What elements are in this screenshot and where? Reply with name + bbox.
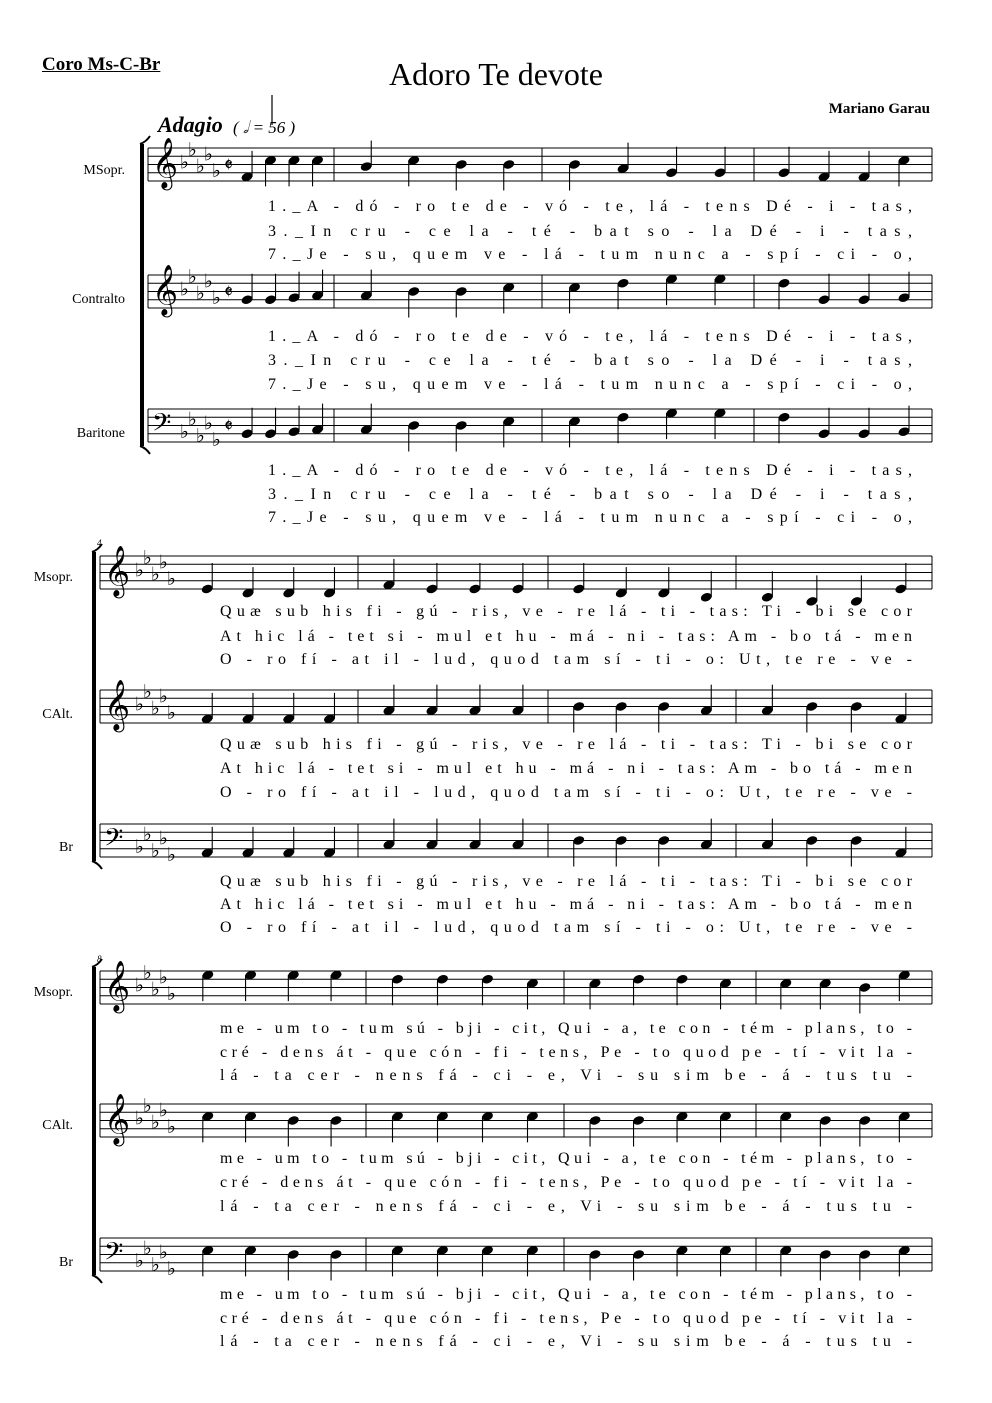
flat-icon: ♭ bbox=[167, 1258, 176, 1280]
flat-icon: ♭ bbox=[151, 1111, 160, 1134]
bar-number: 8 bbox=[97, 954, 102, 964]
bass-clef-icon: 𝄢 bbox=[104, 1237, 124, 1273]
flat-icon: ♭ bbox=[204, 143, 213, 166]
bass-clef-icon: 𝄢 bbox=[152, 408, 172, 444]
flat-icon: ♭ bbox=[159, 551, 168, 574]
flat-icon: ♭ bbox=[159, 1099, 168, 1122]
lyric-line: 1._A - dó - ro te de - vó - te, lá - tens Dé - i - tas, bbox=[268, 198, 913, 215]
bracket-hook bbox=[92, 544, 102, 552]
flat-icon: ♭ bbox=[167, 1115, 176, 1138]
treble-clef-icon: 𝄞 bbox=[152, 137, 179, 189]
lyric-line: cré - dens át - que cón - fi - tens, Pe - to quod pe - tí - vit la - bbox=[220, 1044, 913, 1061]
cut-time-icon: 𝄵 bbox=[224, 413, 233, 438]
flat-icon: ♭ bbox=[143, 1237, 152, 1260]
flat-icon: ♭ bbox=[188, 139, 197, 162]
bracket-hook bbox=[140, 136, 150, 144]
flat-icon: ♭ bbox=[151, 1253, 160, 1276]
flat-icon: ♭ bbox=[151, 697, 160, 720]
metronome-marking: ( 𝅗𝅥 = 56 ) bbox=[233, 118, 296, 137]
staff-label-calt: CAlt. bbox=[42, 707, 73, 722]
flat-icon: ♭ bbox=[204, 270, 213, 293]
flat-icon: ♭ bbox=[159, 685, 168, 708]
flat-icon: ♭ bbox=[196, 282, 205, 305]
lyric-line: At hic lá - tet si - mul et hu - má - ni - tas: Am - bo tá - men bbox=[220, 760, 912, 777]
lyric-line: Quæ sub his fi - gú - ris, ve - re lá - ti - tas: Ti - bi se cor bbox=[220, 873, 913, 890]
flat-icon: ♭ bbox=[159, 827, 168, 850]
lyric-line: 1._A - dó - ro te de - vó - te, lá - tens Dé - i - tas, bbox=[268, 328, 913, 345]
lyric-line: 7._Je - su, quem ve - lá - tum nunc a - spí - ci - o, bbox=[268, 376, 912, 393]
lyric-line: 7._Je - su, quem ve - lá - tum nunc a - spí - ci - o, bbox=[268, 246, 912, 263]
bracket-hook bbox=[92, 1275, 102, 1283]
flat-icon: ♭ bbox=[180, 278, 189, 301]
lyric-line: lá - ta cer - nens fá - ci - e, Vi - su sim be - á - tus tu - bbox=[220, 1067, 913, 1084]
lyric-line: me - um to - tum sú - bji - cit, Qui - a, te con - tém - plans, to - bbox=[220, 1286, 913, 1303]
lyric-line: At hic lá - tet si - mul et hu - má - ni - tas: Am - bo tá - men bbox=[220, 628, 912, 645]
staff-label-msopr: Msopr. bbox=[33, 570, 73, 585]
lyric-line: O - ro fí - at il - lud, quod tam sí - ti - o: Ut, te re - ve - bbox=[220, 919, 913, 936]
treble-clef-icon: 𝄞 bbox=[152, 264, 179, 316]
bracket-hook bbox=[140, 446, 150, 454]
lyric-line: 3._In cru - ce la - té - bat so - la Dé - i - tas, bbox=[268, 486, 912, 503]
flat-icon: ♭ bbox=[135, 1107, 144, 1130]
flat-icon: ♭ bbox=[159, 966, 168, 989]
flat-icon: ♭ bbox=[135, 693, 144, 716]
flat-icon: ♭ bbox=[135, 1249, 144, 1272]
staff-label-msopr: MSopr. bbox=[83, 163, 125, 178]
staff-label-br: Br bbox=[59, 840, 73, 855]
flat-icon: ♭ bbox=[151, 563, 160, 586]
flat-icon: ♭ bbox=[143, 823, 152, 846]
flat-icon: ♭ bbox=[135, 835, 144, 858]
bracket-hook bbox=[92, 861, 102, 869]
flat-icon: ♭ bbox=[135, 974, 144, 997]
composer-name: Mariano Garau bbox=[828, 101, 930, 117]
flat-icon: ♭ bbox=[151, 839, 160, 862]
flat-icon: ♭ bbox=[135, 559, 144, 582]
cut-time-icon: 𝄵 bbox=[224, 279, 233, 304]
lyric-line: me - um to - tum sú - bji - cit, Qui - a, te con - tém - plans, to - bbox=[220, 1020, 913, 1037]
bar-number: 4 bbox=[97, 538, 102, 548]
flat-icon: ♭ bbox=[196, 424, 205, 447]
flat-icon: ♭ bbox=[143, 1095, 152, 1118]
lyric-line: 1._A - dó - ro te de - vó - te, lá - tens Dé - i - tas, bbox=[268, 462, 913, 479]
staff-label-calt: CAlt. bbox=[42, 1118, 73, 1133]
flat-icon: ♭ bbox=[212, 286, 221, 309]
staff-label-br: Br bbox=[59, 1255, 73, 1270]
bass-clef-icon: 𝄢 bbox=[104, 823, 124, 859]
ensemble-label: Coro Ms-C-Br bbox=[42, 54, 161, 75]
flat-icon: ♭ bbox=[212, 429, 221, 451]
treble-clef-icon: 𝄞 bbox=[104, 960, 131, 1012]
flat-icon: ♭ bbox=[188, 266, 197, 289]
lyric-line: Quæ sub his fi - gú - ris, ve - re lá - ti - tas: Ti - bi se cor bbox=[220, 603, 913, 620]
lyric-line: cré - dens át - que cón - fi - tens, Pe - to quod pe - tí - vit la - bbox=[220, 1310, 913, 1327]
lyric-line: lá - ta cer - nens fá - ci - e, Vi - su sim be - á - tus tu - bbox=[220, 1333, 913, 1350]
flat-icon: ♭ bbox=[196, 155, 205, 178]
flat-icon: ♭ bbox=[143, 962, 152, 985]
staff-label-contralto: Contralto bbox=[72, 292, 125, 307]
cut-time-icon: 𝄵 bbox=[224, 152, 233, 177]
flat-icon: ♭ bbox=[180, 151, 189, 174]
flat-icon: ♭ bbox=[143, 681, 152, 704]
lyric-line: O - ro fí - at il - lud, quod tam sí - ti - o: Ut, te re - ve - bbox=[220, 651, 913, 668]
lyric-line: O - ro fí - at il - lud, quod tam sí - ti - o: Ut, te re - ve - bbox=[220, 784, 913, 801]
lyric-line: me - um to - tum sú - bji - cit, Qui - a, te con - tém - plans, to - bbox=[220, 1150, 913, 1167]
lyric-line: cré - dens át - que cón - fi - tens, Pe - to quod pe - tí - vit la - bbox=[220, 1174, 913, 1191]
lyric-line: 3._In cru - ce la - té - bat so - la Dé - i - tas, bbox=[268, 223, 912, 240]
lyric-line: lá - ta cer - nens fá - ci - e, Vi - su sim be - á - tus tu - bbox=[220, 1198, 913, 1215]
flat-icon: ♭ bbox=[167, 567, 176, 590]
treble-clef-icon: 𝄞 bbox=[104, 545, 131, 597]
piece-title: Adoro Te devote bbox=[389, 56, 603, 92]
flat-icon: ♭ bbox=[204, 412, 213, 435]
flat-icon: ♭ bbox=[188, 408, 197, 431]
lyric-line: 7._Je - su, quem ve - lá - tum nunc a - spí - ci - o, bbox=[268, 509, 912, 526]
lyric-line: At hic lá - tet si - mul et hu - má - ni - tas: Am - bo tá - men bbox=[220, 896, 912, 913]
bracket-hook bbox=[92, 959, 102, 967]
lyric-line: Quæ sub his fi - gú - ris, ve - re lá - ti - tas: Ti - bi se cor bbox=[220, 736, 913, 753]
staff-label-baritone: Baritone bbox=[76, 426, 125, 441]
treble-clef-icon: 𝄞 bbox=[104, 679, 131, 731]
flat-icon: ♭ bbox=[143, 547, 152, 570]
flat-icon: ♭ bbox=[151, 978, 160, 1001]
flat-icon: ♭ bbox=[159, 1241, 168, 1264]
treble-clef-icon: 𝄞 bbox=[104, 1093, 131, 1145]
lyric-line: 3._In cru - ce la - té - bat so - la Dé - i - tas, bbox=[268, 352, 912, 369]
flat-icon: ♭ bbox=[180, 420, 189, 443]
flat-icon: ♭ bbox=[167, 844, 176, 866]
flat-icon: ♭ bbox=[167, 982, 176, 1005]
staff-label-msopr: Msopr. bbox=[33, 985, 73, 1000]
flat-icon: ♭ bbox=[212, 159, 221, 182]
flat-icon: ♭ bbox=[167, 701, 176, 724]
tempo-marking: Adagio bbox=[158, 112, 223, 137]
